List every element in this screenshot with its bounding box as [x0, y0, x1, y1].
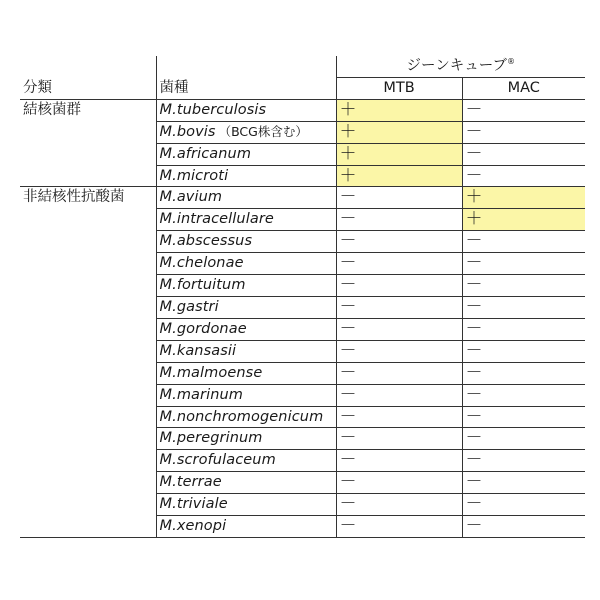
mtb-result: － — [336, 296, 462, 318]
species-name: M.xenopi — [159, 518, 227, 535]
mac-result: － — [462, 472, 585, 494]
mtb-result: － — [336, 450, 462, 472]
registered-mark: ® — [507, 57, 515, 67]
mac-result: － — [462, 318, 585, 340]
mtb-result: － — [336, 472, 462, 494]
species-name: M.chelonae — [159, 255, 244, 272]
species-name: M.fortuitum — [159, 277, 246, 294]
species-name: M.marinum — [159, 386, 244, 403]
mtb-result: ＋ — [336, 143, 462, 165]
mac-result: － — [462, 165, 585, 187]
mtb-result: － — [336, 340, 462, 362]
species-cell — [156, 296, 336, 318]
mac-result: － — [462, 494, 585, 516]
header-product-cell — [336, 56, 585, 77]
species-cell — [156, 494, 336, 516]
species-name: M.terrae — [159, 474, 222, 491]
species-name: M.gordonae — [159, 320, 247, 337]
header-mtb: MTB — [336, 77, 462, 99]
table-body — [20, 99, 585, 537]
mtb-result: ＋ — [336, 99, 462, 121]
species-name: M.avium — [159, 189, 223, 206]
species-detection-table — [20, 56, 585, 538]
mtb-result: － — [336, 494, 462, 516]
species-name: M.intracellulare — [159, 211, 274, 228]
header-row-product — [20, 56, 585, 77]
species-cell — [156, 165, 336, 187]
mac-result: － — [462, 253, 585, 275]
mtb-result: － — [336, 209, 462, 231]
species-cell — [156, 121, 336, 143]
species-cell — [156, 362, 336, 384]
mac-result: － — [462, 340, 585, 362]
species-name: M.nonchromogenicum — [159, 408, 324, 425]
mtb-result: － — [336, 318, 462, 340]
mtb-result: － — [336, 428, 462, 450]
species-cell — [156, 209, 336, 231]
species-name: M.gastri — [159, 298, 219, 315]
mac-result: － — [462, 143, 585, 165]
species-cell — [156, 143, 336, 165]
species-cell — [156, 516, 336, 538]
mtb-result: － — [336, 275, 462, 297]
species-name: M.peregrinum — [159, 430, 263, 447]
mtb-result: － — [336, 384, 462, 406]
mac-result: － — [462, 428, 585, 450]
species-cell — [156, 472, 336, 494]
mtb-result: ＋ — [336, 121, 462, 143]
species-cell — [156, 450, 336, 472]
header-mac: MAC — [462, 77, 585, 99]
mac-result: － — [462, 362, 585, 384]
mac-result: － — [462, 121, 585, 143]
mtb-result: － — [336, 516, 462, 538]
species-name: M.triviale — [159, 496, 228, 513]
species-name: M.scrofulaceum — [159, 452, 276, 469]
species-name: M.abscessus — [159, 233, 253, 250]
table-row — [20, 187, 585, 209]
header-product-name: ジーンキューブ — [406, 58, 507, 74]
species-name: M.tuberculosis — [159, 101, 267, 118]
mac-result: ＋ — [462, 187, 585, 209]
mac-result: － — [462, 99, 585, 121]
species-cell — [156, 340, 336, 362]
mac-result: － — [462, 384, 585, 406]
mtb-result: － — [336, 253, 462, 275]
mtb-result: － — [336, 406, 462, 428]
species-name: M.microti — [159, 167, 229, 184]
species-cell — [156, 275, 336, 297]
species-cell — [156, 99, 336, 121]
mac-result: － — [462, 516, 585, 538]
species-cell — [156, 384, 336, 406]
mac-result: － — [462, 275, 585, 297]
species-cell — [156, 428, 336, 450]
species-name: M.malmoense — [159, 364, 263, 381]
species-cell — [156, 318, 336, 340]
mac-result: － — [462, 406, 585, 428]
species-name: M.bovis — [159, 123, 216, 140]
mac-result: － — [462, 296, 585, 318]
mtb-result: － — [336, 231, 462, 253]
species-cell — [156, 406, 336, 428]
mac-result: ＋ — [462, 209, 585, 231]
mtb-result: － — [336, 362, 462, 384]
mac-result: － — [462, 231, 585, 253]
species-name: M.africanum — [159, 145, 252, 162]
header-species: 菌種 — [156, 56, 336, 99]
mtb-result: ＋ — [336, 165, 462, 187]
group-label: 非結核性抗酸菌 — [20, 187, 156, 538]
group-label: 結核菌群 — [20, 99, 156, 187]
species-cell — [156, 187, 336, 209]
mtb-result: － — [336, 187, 462, 209]
species-note: （BCG株含む） — [218, 123, 308, 139]
species-name: M.kansasii — [159, 342, 237, 359]
species-cell — [156, 231, 336, 253]
species-cell — [156, 253, 336, 275]
table-row — [20, 99, 585, 121]
header-classification: 分類 — [20, 56, 156, 99]
mac-result: － — [462, 450, 585, 472]
